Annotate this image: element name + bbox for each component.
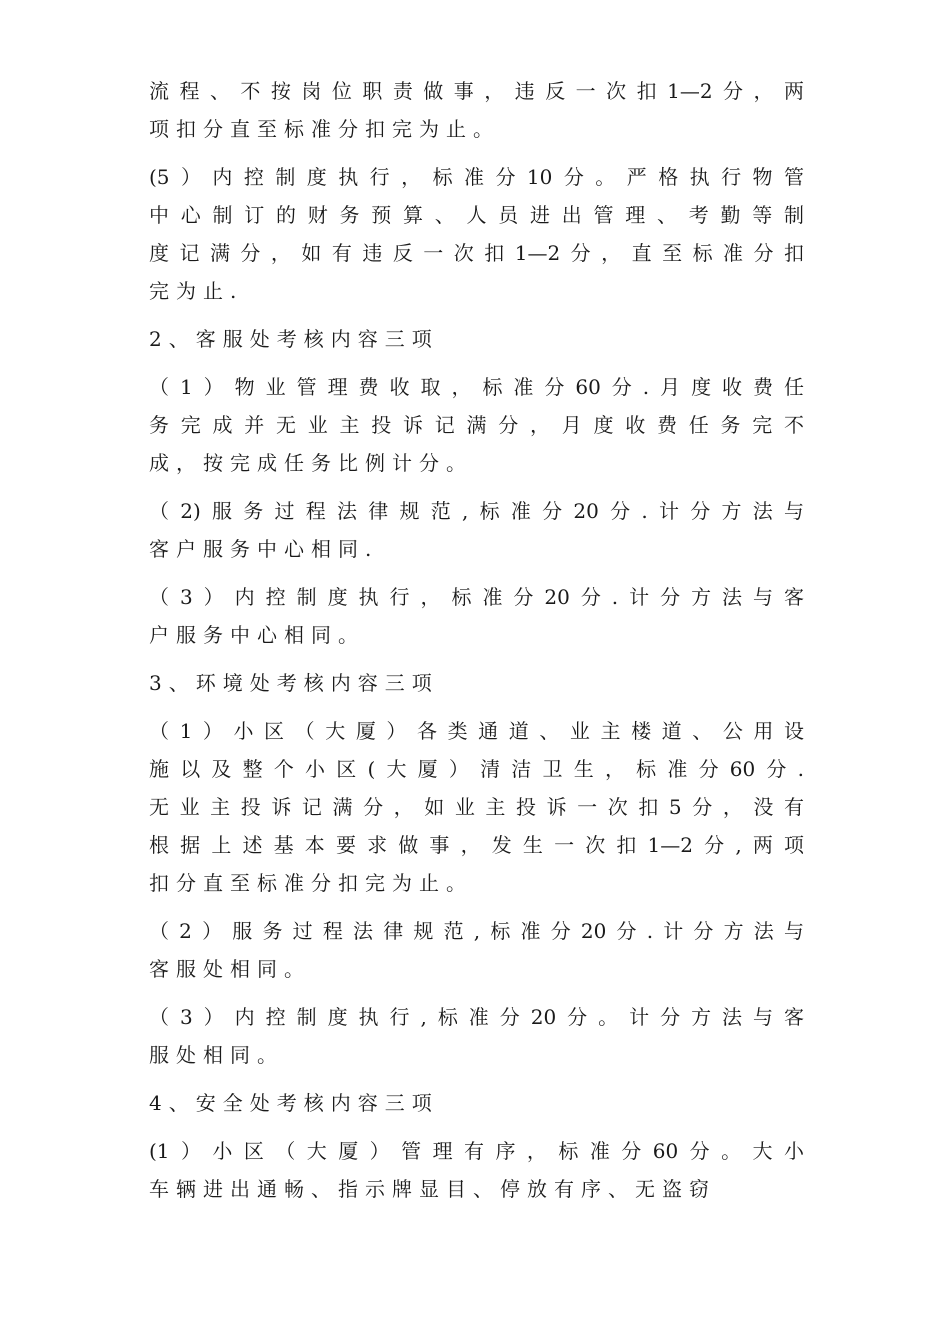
text-line: 根据上述基本要求做事，发生一次扣1—2分,两项 <box>149 833 804 857</box>
text-line: 2、客服处考核内容三项 <box>149 327 439 351</box>
text-line: （3）内控制度执行,标准分20分。计分方法与客 <box>149 1005 804 1029</box>
text-line: 户服务中心相同。 <box>149 623 365 647</box>
text-line: 3、环境处考核内容三项 <box>149 671 439 695</box>
text-line: 项扣分直至标准分扣完为止。 <box>149 117 500 141</box>
text-line: （2)服务过程法律规范,标准分20分.计分方法与 <box>149 499 804 523</box>
paragraph <box>149 1132 804 1208</box>
text-line: 完为止. <box>149 279 244 303</box>
text-line: （2）服务过程法律规范,标准分20分.计分方法与 <box>149 919 804 943</box>
text-line: 扣分直至标准分扣完为止。 <box>149 871 473 895</box>
paragraph <box>149 320 804 358</box>
text-line: （1）小区（大厦）各类通道、业主楼道、公用设 <box>149 719 804 743</box>
text-line: 施以及整个小区(大厦）清洁卫生，标准分60分. <box>149 757 804 781</box>
paragraph <box>149 158 804 310</box>
text-line: 务完成并无业主投诉记满分，月度收费任务完不 <box>149 413 804 437</box>
text-line: （1）物业管理费收取，标准分60分.月度收费任 <box>149 375 804 399</box>
text-line: 车辆进出通畅、指示牌显目、停放有序、无盗窃 <box>149 1177 716 1201</box>
paragraph <box>149 72 804 148</box>
paragraph <box>149 368 804 482</box>
text-line: 中心制订的财务预算、人员进出管理、考勤等制 <box>149 203 804 227</box>
text-line: （3）内控制度执行，标准分20分.计分方法与客 <box>149 585 804 609</box>
paragraph <box>149 912 804 988</box>
text-line: 无业主投诉记满分，如业主投诉一次扣5分，没有 <box>149 795 804 819</box>
paragraph <box>149 1084 804 1122</box>
text-line: 客服处相同。 <box>149 957 311 981</box>
text-line: (1）小区（大厦）管理有序，标准分60分。大小 <box>149 1139 804 1163</box>
paragraph <box>149 578 804 654</box>
paragraph <box>149 712 804 902</box>
text-line: (5）内控制度执行，标准分10分。严格执行物管 <box>149 165 804 189</box>
paragraph <box>149 664 804 702</box>
paragraph <box>149 492 804 568</box>
text-line: 流程、不按岗位职责做事，违反一次扣1—2分，两 <box>149 79 804 103</box>
text-line: 服处相同。 <box>149 1043 284 1067</box>
text-line: 4、安全处考核内容三项 <box>149 1091 439 1115</box>
text-line: 成，按完成任务比例计分。 <box>149 451 473 475</box>
paragraph <box>149 998 804 1074</box>
text-line: 客户服务中心相同. <box>149 537 379 561</box>
text-line: 度记满分，如有违反一次扣1—2分，直至标准分扣 <box>149 241 804 265</box>
document-body <box>149 72 804 1218</box>
